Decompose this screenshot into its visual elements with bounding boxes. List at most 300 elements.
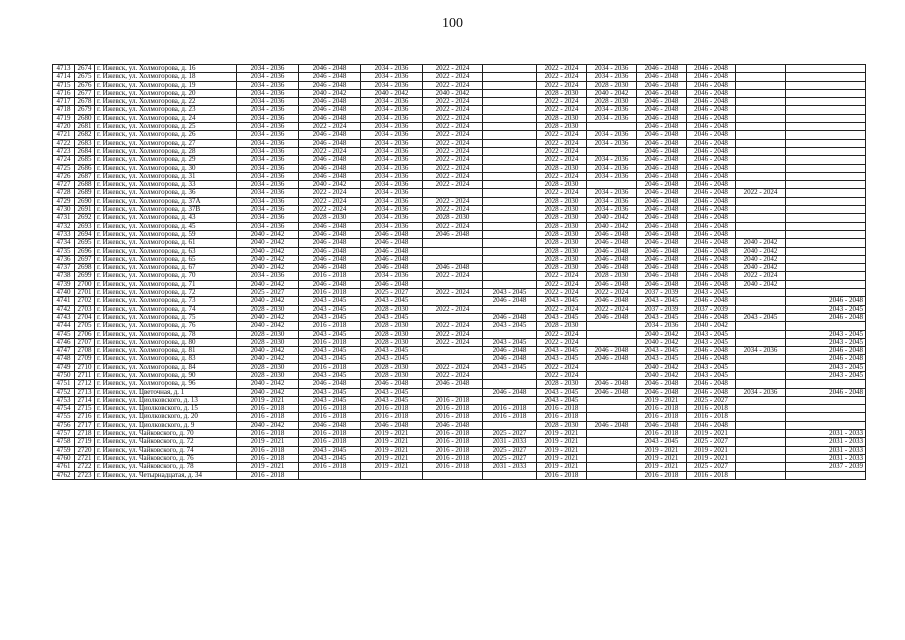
- period-4-cell: [423, 313, 483, 321]
- period-8-cell: 2046 - 2048: [637, 181, 687, 189]
- period-11-cell: [786, 255, 866, 263]
- period-6-cell: 2028 - 2030: [537, 421, 587, 429]
- period-10-cell: [736, 172, 786, 180]
- period-4-cell: 2022 - 2024: [423, 114, 483, 122]
- period-7-cell: 2034 - 2036: [587, 73, 637, 81]
- house-number-cell: 2709: [75, 355, 95, 363]
- period-10-cell: [736, 380, 786, 388]
- period-8-cell: 2046 - 2048: [637, 206, 687, 214]
- period-7-cell: 2034 - 2036: [587, 131, 637, 139]
- house-number-cell: 2684: [75, 147, 95, 155]
- row-number-cell: 4756: [53, 421, 75, 429]
- house-number-cell: 2686: [75, 164, 95, 172]
- period-8-cell: 2046 - 2048: [637, 222, 687, 230]
- row-number-cell: 4762: [53, 471, 75, 479]
- period-11-cell: 2046 - 2048: [786, 388, 866, 396]
- table-row: [53, 181, 866, 189]
- period-5-cell: [483, 164, 537, 172]
- period-2-cell: 2046 - 2048: [299, 164, 361, 172]
- period-3-cell: 2040 - 2042: [361, 89, 423, 97]
- period-2-cell: 2043 - 2045: [299, 388, 361, 396]
- table-row: [53, 114, 866, 122]
- period-10-cell: [736, 305, 786, 313]
- period-2-cell: 2046 - 2048: [299, 131, 361, 139]
- row-number-cell: 4723: [53, 147, 75, 155]
- period-1-cell: 2019 - 2021: [237, 463, 299, 471]
- period-7-cell: 2034 - 2036: [587, 172, 637, 180]
- period-10-cell: [736, 81, 786, 89]
- period-9-cell: 2046 - 2048: [687, 239, 736, 247]
- period-9-cell: 2046 - 2048: [687, 421, 736, 429]
- table-row: [53, 371, 866, 379]
- table-row: [53, 139, 866, 147]
- period-9-cell: 2019 - 2021: [687, 430, 736, 438]
- period-3-cell: 2034 - 2036: [361, 222, 423, 230]
- period-7-cell: 2046 - 2048: [587, 421, 637, 429]
- address-cell: г. Ижевск, ул. Холмогорова, д. 81: [95, 347, 237, 355]
- house-number-cell: 2711: [75, 371, 95, 379]
- table-row: [53, 446, 866, 454]
- period-6-cell: 2022 - 2024: [537, 280, 587, 288]
- period-2-cell: 2046 - 2048: [299, 81, 361, 89]
- period-4-cell: 2022 - 2024: [423, 305, 483, 313]
- period-6-cell: 2028 - 2030: [537, 264, 587, 272]
- row-number-cell: 4722: [53, 139, 75, 147]
- table-row: [53, 297, 866, 305]
- period-11-cell: [786, 65, 866, 73]
- period-9-cell: 2043 - 2045: [687, 338, 736, 346]
- period-9-cell: 2046 - 2048: [687, 222, 736, 230]
- period-8-cell: 2046 - 2048: [637, 139, 687, 147]
- period-1-cell: 2034 - 2036: [237, 156, 299, 164]
- period-2-cell: 2046 - 2048: [299, 156, 361, 164]
- period-4-cell: 2022 - 2024: [423, 222, 483, 230]
- period-4-cell: 2028 - 2030: [423, 214, 483, 222]
- period-7-cell: 2040 - 2042: [587, 222, 637, 230]
- period-8-cell: 2040 - 2042: [637, 371, 687, 379]
- house-number-cell: 2708: [75, 347, 95, 355]
- period-9-cell: 2046 - 2048: [687, 164, 736, 172]
- period-4-cell: [423, 347, 483, 355]
- period-10-cell: 2043 - 2045: [736, 313, 786, 321]
- period-9-cell: 2046 - 2048: [687, 98, 736, 106]
- table-row: [53, 81, 866, 89]
- period-4-cell: 2022 - 2024: [423, 181, 483, 189]
- page-number: 100: [442, 16, 463, 31]
- period-6-cell: 2028 - 2030: [537, 214, 587, 222]
- period-6-cell: 2028 - 2030: [537, 123, 587, 131]
- table-row: [53, 73, 866, 81]
- period-4-cell: 2022 - 2024: [423, 65, 483, 73]
- period-1-cell: 2040 - 2042: [237, 388, 299, 396]
- table-row: [53, 438, 866, 446]
- period-9-cell: 2046 - 2048: [687, 181, 736, 189]
- period-5-cell: [483, 89, 537, 97]
- period-9-cell: 2046 - 2048: [687, 313, 736, 321]
- house-number-cell: 2696: [75, 247, 95, 255]
- house-number-cell: 2679: [75, 106, 95, 114]
- period-5-cell: [483, 131, 537, 139]
- period-5-cell: [483, 147, 537, 155]
- house-number-cell: 2719: [75, 438, 95, 446]
- period-9-cell: 2043 - 2045: [687, 371, 736, 379]
- period-3-cell: 2043 - 2045: [361, 297, 423, 305]
- table-row: [53, 471, 866, 479]
- period-10-cell: [736, 89, 786, 97]
- period-11-cell: 2043 - 2045: [786, 338, 866, 346]
- table-body: [53, 65, 866, 480]
- period-1-cell: 2034 - 2036: [237, 222, 299, 230]
- address-cell: г. Ижевск, ул. Холмогорова, д. 76: [95, 322, 237, 330]
- period-7-cell: 2034 - 2036: [587, 114, 637, 122]
- period-3-cell: 2028 - 2030: [361, 371, 423, 379]
- period-9-cell: 2046 - 2048: [687, 65, 736, 73]
- table-row: [53, 172, 866, 180]
- period-2-cell: 2043 - 2045: [299, 355, 361, 363]
- period-11-cell: 2031 - 2033: [786, 438, 866, 446]
- period-3-cell: 2016 - 2018: [361, 405, 423, 413]
- period-6-cell: 2022 - 2024: [537, 81, 587, 89]
- row-number-cell: 4727: [53, 181, 75, 189]
- table-row: [53, 330, 866, 338]
- period-2-cell: 2016 - 2018: [299, 338, 361, 346]
- period-7-cell: 2046 - 2048: [587, 347, 637, 355]
- period-11-cell: [786, 239, 866, 247]
- period-6-cell: 2028 - 2030: [537, 164, 587, 172]
- row-number-cell: 4721: [53, 131, 75, 139]
- period-4-cell: [423, 239, 483, 247]
- period-10-cell: [736, 222, 786, 230]
- period-10-cell: [736, 230, 786, 238]
- period-6-cell: 2028 - 2030: [537, 206, 587, 214]
- house-number-cell: 2699: [75, 272, 95, 280]
- period-1-cell: 2034 - 2036: [237, 272, 299, 280]
- period-3-cell: 2034 - 2036: [361, 172, 423, 180]
- period-5-cell: [483, 330, 537, 338]
- period-2-cell: 2022 - 2024: [299, 147, 361, 155]
- row-number-cell: 4755: [53, 413, 75, 421]
- table-row: [53, 322, 866, 330]
- period-7-cell: 2034 - 2036: [587, 156, 637, 164]
- period-1-cell: 2034 - 2036: [237, 123, 299, 131]
- period-4-cell: [423, 355, 483, 363]
- period-5-cell: 2016 - 2018: [483, 405, 537, 413]
- period-10-cell: [736, 363, 786, 371]
- period-5-cell: [483, 247, 537, 255]
- period-1-cell: 2034 - 2036: [237, 139, 299, 147]
- house-number-cell: 2695: [75, 239, 95, 247]
- period-7-cell: 2028 - 2030: [587, 272, 637, 280]
- period-9-cell: 2025 - 2027: [687, 396, 736, 404]
- period-6-cell: 2022 - 2024: [537, 139, 587, 147]
- period-4-cell: 2022 - 2024: [423, 272, 483, 280]
- period-4-cell: 2022 - 2024: [423, 73, 483, 81]
- period-9-cell: 2046 - 2048: [687, 156, 736, 164]
- row-number-cell: 4742: [53, 305, 75, 313]
- row-number-cell: 4761: [53, 463, 75, 471]
- period-2-cell: 2040 - 2042: [299, 89, 361, 97]
- table-row: [53, 222, 866, 230]
- period-7-cell: [587, 413, 637, 421]
- period-6-cell: 2022 - 2024: [537, 65, 587, 73]
- table-row: [53, 380, 866, 388]
- period-6-cell: 2022 - 2024: [537, 131, 587, 139]
- period-9-cell: 2040 - 2042: [687, 322, 736, 330]
- table-row: [53, 413, 866, 421]
- period-2-cell: 2046 - 2048: [299, 264, 361, 272]
- period-1-cell: 2034 - 2036: [237, 197, 299, 205]
- period-7-cell: [587, 463, 637, 471]
- period-9-cell: 2046 - 2048: [687, 197, 736, 205]
- period-7-cell: [587, 322, 637, 330]
- period-8-cell: 2046 - 2048: [637, 388, 687, 396]
- period-5-cell: 2025 - 2027: [483, 454, 537, 462]
- period-4-cell: 2016 - 2018: [423, 463, 483, 471]
- period-10-cell: [736, 471, 786, 479]
- period-9-cell: 2046 - 2048: [687, 114, 736, 122]
- period-4-cell: 2022 - 2024: [423, 363, 483, 371]
- period-10-cell: 2040 - 2042: [736, 247, 786, 255]
- period-8-cell: 2046 - 2048: [637, 189, 687, 197]
- period-7-cell: 2040 - 2042: [587, 214, 637, 222]
- period-5-cell: 2046 - 2048: [483, 297, 537, 305]
- period-2-cell: 2043 - 2045: [299, 330, 361, 338]
- period-4-cell: 2022 - 2024: [423, 81, 483, 89]
- period-3-cell: 2034 - 2036: [361, 214, 423, 222]
- house-number-cell: 2712: [75, 380, 95, 388]
- row-number-cell: 4713: [53, 65, 75, 73]
- period-11-cell: [786, 123, 866, 131]
- period-11-cell: [786, 131, 866, 139]
- period-1-cell: 2040 - 2042: [237, 247, 299, 255]
- row-number-cell: 4741: [53, 297, 75, 305]
- period-3-cell: 2034 - 2036: [361, 189, 423, 197]
- period-8-cell: 2040 - 2042: [637, 338, 687, 346]
- table-row: [53, 65, 866, 73]
- address-cell: г. Ижевск, ул. Холмогорова, д. 72: [95, 289, 237, 297]
- period-1-cell: 2034 - 2036: [237, 114, 299, 122]
- period-3-cell: 2028 - 2030: [361, 338, 423, 346]
- address-cell: г. Ижевск, ул. Холмогорова, д. 24: [95, 114, 237, 122]
- address-cell: г. Ижевск, ул. Холмогорова, д. 29: [95, 156, 237, 164]
- period-1-cell: 2034 - 2036: [237, 206, 299, 214]
- period-2-cell: 2043 - 2045: [299, 305, 361, 313]
- period-11-cell: 2046 - 2048: [786, 355, 866, 363]
- period-8-cell: 2046 - 2048: [637, 81, 687, 89]
- table-row: [53, 305, 866, 313]
- period-8-cell: 2046 - 2048: [637, 73, 687, 81]
- table-row: [53, 388, 866, 396]
- address-cell: г. Ижевск, ул. Холмогорова, д. 20: [95, 89, 237, 97]
- period-5-cell: [483, 214, 537, 222]
- period-2-cell: 2046 - 2048: [299, 255, 361, 263]
- period-7-cell: 2046 - 2048: [587, 355, 637, 363]
- period-1-cell: 2028 - 2030: [237, 330, 299, 338]
- address-cell: г. Ижевск, ул. Циолковского, д. 20: [95, 413, 237, 421]
- address-cell: г. Ижевск, ул. Холмогорова, д. 78: [95, 330, 237, 338]
- period-6-cell: 2022 - 2024: [537, 147, 587, 155]
- period-2-cell: 2016 - 2018: [299, 272, 361, 280]
- period-9-cell: 2046 - 2048: [687, 189, 736, 197]
- period-2-cell: 2046 - 2048: [299, 230, 361, 238]
- row-number-cell: 4729: [53, 197, 75, 205]
- period-9-cell: 2046 - 2048: [687, 280, 736, 288]
- period-9-cell: 2046 - 2048: [687, 214, 736, 222]
- house-number-cell: 2722: [75, 463, 95, 471]
- period-2-cell: 2046 - 2048: [299, 114, 361, 122]
- period-4-cell: 2022 - 2024: [423, 197, 483, 205]
- period-5-cell: [483, 106, 537, 114]
- period-3-cell: 2028 - 2030: [361, 330, 423, 338]
- address-cell: г. Ижевск, ул. Холмогорова, д. 83: [95, 355, 237, 363]
- period-1-cell: 2016 - 2018: [237, 430, 299, 438]
- period-7-cell: 2046 - 2048: [587, 280, 637, 288]
- row-number-cell: 4752: [53, 388, 75, 396]
- period-11-cell: [786, 230, 866, 238]
- period-7-cell: 2046 - 2048: [587, 230, 637, 238]
- period-10-cell: [736, 289, 786, 297]
- house-number-cell: 2721: [75, 454, 95, 462]
- period-1-cell: 2019 - 2021: [237, 438, 299, 446]
- address-cell: г. Ижевск, ул. Холмогорова, д. 25: [95, 123, 237, 131]
- period-11-cell: [786, 73, 866, 81]
- period-6-cell: 2019 - 2021: [537, 446, 587, 454]
- address-cell: г. Ижевск, ул. Холмогорова, д. 28: [95, 147, 237, 155]
- period-3-cell: 2034 - 2036: [361, 164, 423, 172]
- period-4-cell: 2022 - 2024: [423, 98, 483, 106]
- period-7-cell: 2028 - 2030: [587, 98, 637, 106]
- period-6-cell: 2028 - 2030: [537, 230, 587, 238]
- period-2-cell: 2028 - 2030: [299, 214, 361, 222]
- period-3-cell: 2046 - 2048: [361, 230, 423, 238]
- period-11-cell: 2037 - 2039: [786, 463, 866, 471]
- period-1-cell: 2034 - 2036: [237, 172, 299, 180]
- period-5-cell: [483, 264, 537, 272]
- period-4-cell: 2022 - 2024: [423, 123, 483, 131]
- period-1-cell: 2034 - 2036: [237, 189, 299, 197]
- period-5-cell: [483, 65, 537, 73]
- period-11-cell: 2031 - 2033: [786, 446, 866, 454]
- period-5-cell: 2025 - 2027: [483, 430, 537, 438]
- period-7-cell: [587, 446, 637, 454]
- period-10-cell: [736, 463, 786, 471]
- period-5-cell: [483, 471, 537, 479]
- row-number-cell: 4733: [53, 230, 75, 238]
- period-2-cell: 2022 - 2024: [299, 206, 361, 214]
- period-6-cell: 2022 - 2024: [537, 289, 587, 297]
- row-number-cell: 4714: [53, 73, 75, 81]
- period-1-cell: 2034 - 2036: [237, 73, 299, 81]
- period-2-cell: 2016 - 2018: [299, 322, 361, 330]
- table-row: [53, 164, 866, 172]
- period-2-cell: 2016 - 2018: [299, 438, 361, 446]
- period-6-cell: 2022 - 2024: [537, 363, 587, 371]
- house-number-cell: 2716: [75, 413, 95, 421]
- table-row: [53, 156, 866, 164]
- period-11-cell: 2031 - 2033: [786, 430, 866, 438]
- period-8-cell: 2046 - 2048: [637, 147, 687, 155]
- address-cell: г. Ижевск, ул. Холмогорова, д. 26: [95, 131, 237, 139]
- period-3-cell: 2034 - 2036: [361, 156, 423, 164]
- row-number-cell: 4753: [53, 396, 75, 404]
- house-number-cell: 2678: [75, 98, 95, 106]
- period-7-cell: 2046 - 2048: [587, 264, 637, 272]
- address-cell: г. Ижевск, ул. Холмогорова, д. 73: [95, 297, 237, 305]
- period-3-cell: 2028 - 2030: [361, 363, 423, 371]
- period-5-cell: 2046 - 2048: [483, 388, 537, 396]
- period-7-cell: [587, 430, 637, 438]
- period-1-cell: 2025 - 2027: [237, 289, 299, 297]
- period-3-cell: 2043 - 2045: [361, 388, 423, 396]
- house-number-cell: 2689: [75, 189, 95, 197]
- row-number-cell: 4732: [53, 222, 75, 230]
- period-1-cell: 2040 - 2042: [237, 380, 299, 388]
- period-2-cell: 2046 - 2048: [299, 222, 361, 230]
- period-10-cell: [736, 147, 786, 155]
- period-3-cell: 2034 - 2036: [361, 106, 423, 114]
- period-3-cell: 2046 - 2048: [361, 247, 423, 255]
- period-11-cell: [786, 396, 866, 404]
- table-row: [53, 206, 866, 214]
- period-1-cell: 2034 - 2036: [237, 131, 299, 139]
- period-7-cell: 2046 - 2048: [587, 380, 637, 388]
- period-5-cell: [483, 230, 537, 238]
- period-9-cell: 2046 - 2048: [687, 131, 736, 139]
- table-row: [53, 239, 866, 247]
- period-4-cell: 2046 - 2048: [423, 421, 483, 429]
- period-11-cell: [786, 405, 866, 413]
- period-10-cell: [736, 413, 786, 421]
- period-4-cell: 2046 - 2048: [423, 264, 483, 272]
- period-11-cell: 2043 - 2045: [786, 371, 866, 379]
- period-5-cell: 2043 - 2045: [483, 363, 537, 371]
- period-11-cell: [786, 413, 866, 421]
- period-3-cell: 2034 - 2036: [361, 181, 423, 189]
- row-number-cell: 4719: [53, 114, 75, 122]
- table-row: [53, 280, 866, 288]
- period-1-cell: 2040 - 2042: [237, 264, 299, 272]
- period-2-cell: 2016 - 2018: [299, 363, 361, 371]
- house-number-cell: 2704: [75, 313, 95, 321]
- period-9-cell: 2046 - 2048: [687, 206, 736, 214]
- period-4-cell: 2016 - 2018: [423, 446, 483, 454]
- address-cell: г. Ижевск, ул. Холмогорова, д. 18: [95, 73, 237, 81]
- period-4-cell: 2022 - 2024: [423, 106, 483, 114]
- house-number-cell: 2674: [75, 65, 95, 73]
- period-9-cell: 2046 - 2048: [687, 388, 736, 396]
- period-7-cell: [587, 471, 637, 479]
- period-1-cell: 2034 - 2036: [237, 181, 299, 189]
- period-10-cell: [736, 396, 786, 404]
- period-10-cell: 2040 - 2042: [736, 239, 786, 247]
- period-8-cell: 2019 - 2021: [637, 463, 687, 471]
- period-3-cell: 2043 - 2045: [361, 313, 423, 321]
- address-cell: г. Ижевск, ул. Холмогорова, д. 67: [95, 264, 237, 272]
- address-cell: г. Ижевск, ул. Холмогорова, д. 63: [95, 247, 237, 255]
- period-9-cell: 2046 - 2048: [687, 147, 736, 155]
- period-5-cell: [483, 396, 537, 404]
- table-row: [53, 454, 866, 462]
- period-9-cell: 2043 - 2045: [687, 363, 736, 371]
- period-8-cell: 2040 - 2042: [637, 363, 687, 371]
- period-11-cell: [786, 89, 866, 97]
- house-number-cell: 2697: [75, 255, 95, 263]
- period-11-cell: [786, 197, 866, 205]
- period-4-cell: 2022 - 2024: [423, 330, 483, 338]
- period-10-cell: [736, 98, 786, 106]
- period-11-cell: [786, 81, 866, 89]
- period-11-cell: [786, 156, 866, 164]
